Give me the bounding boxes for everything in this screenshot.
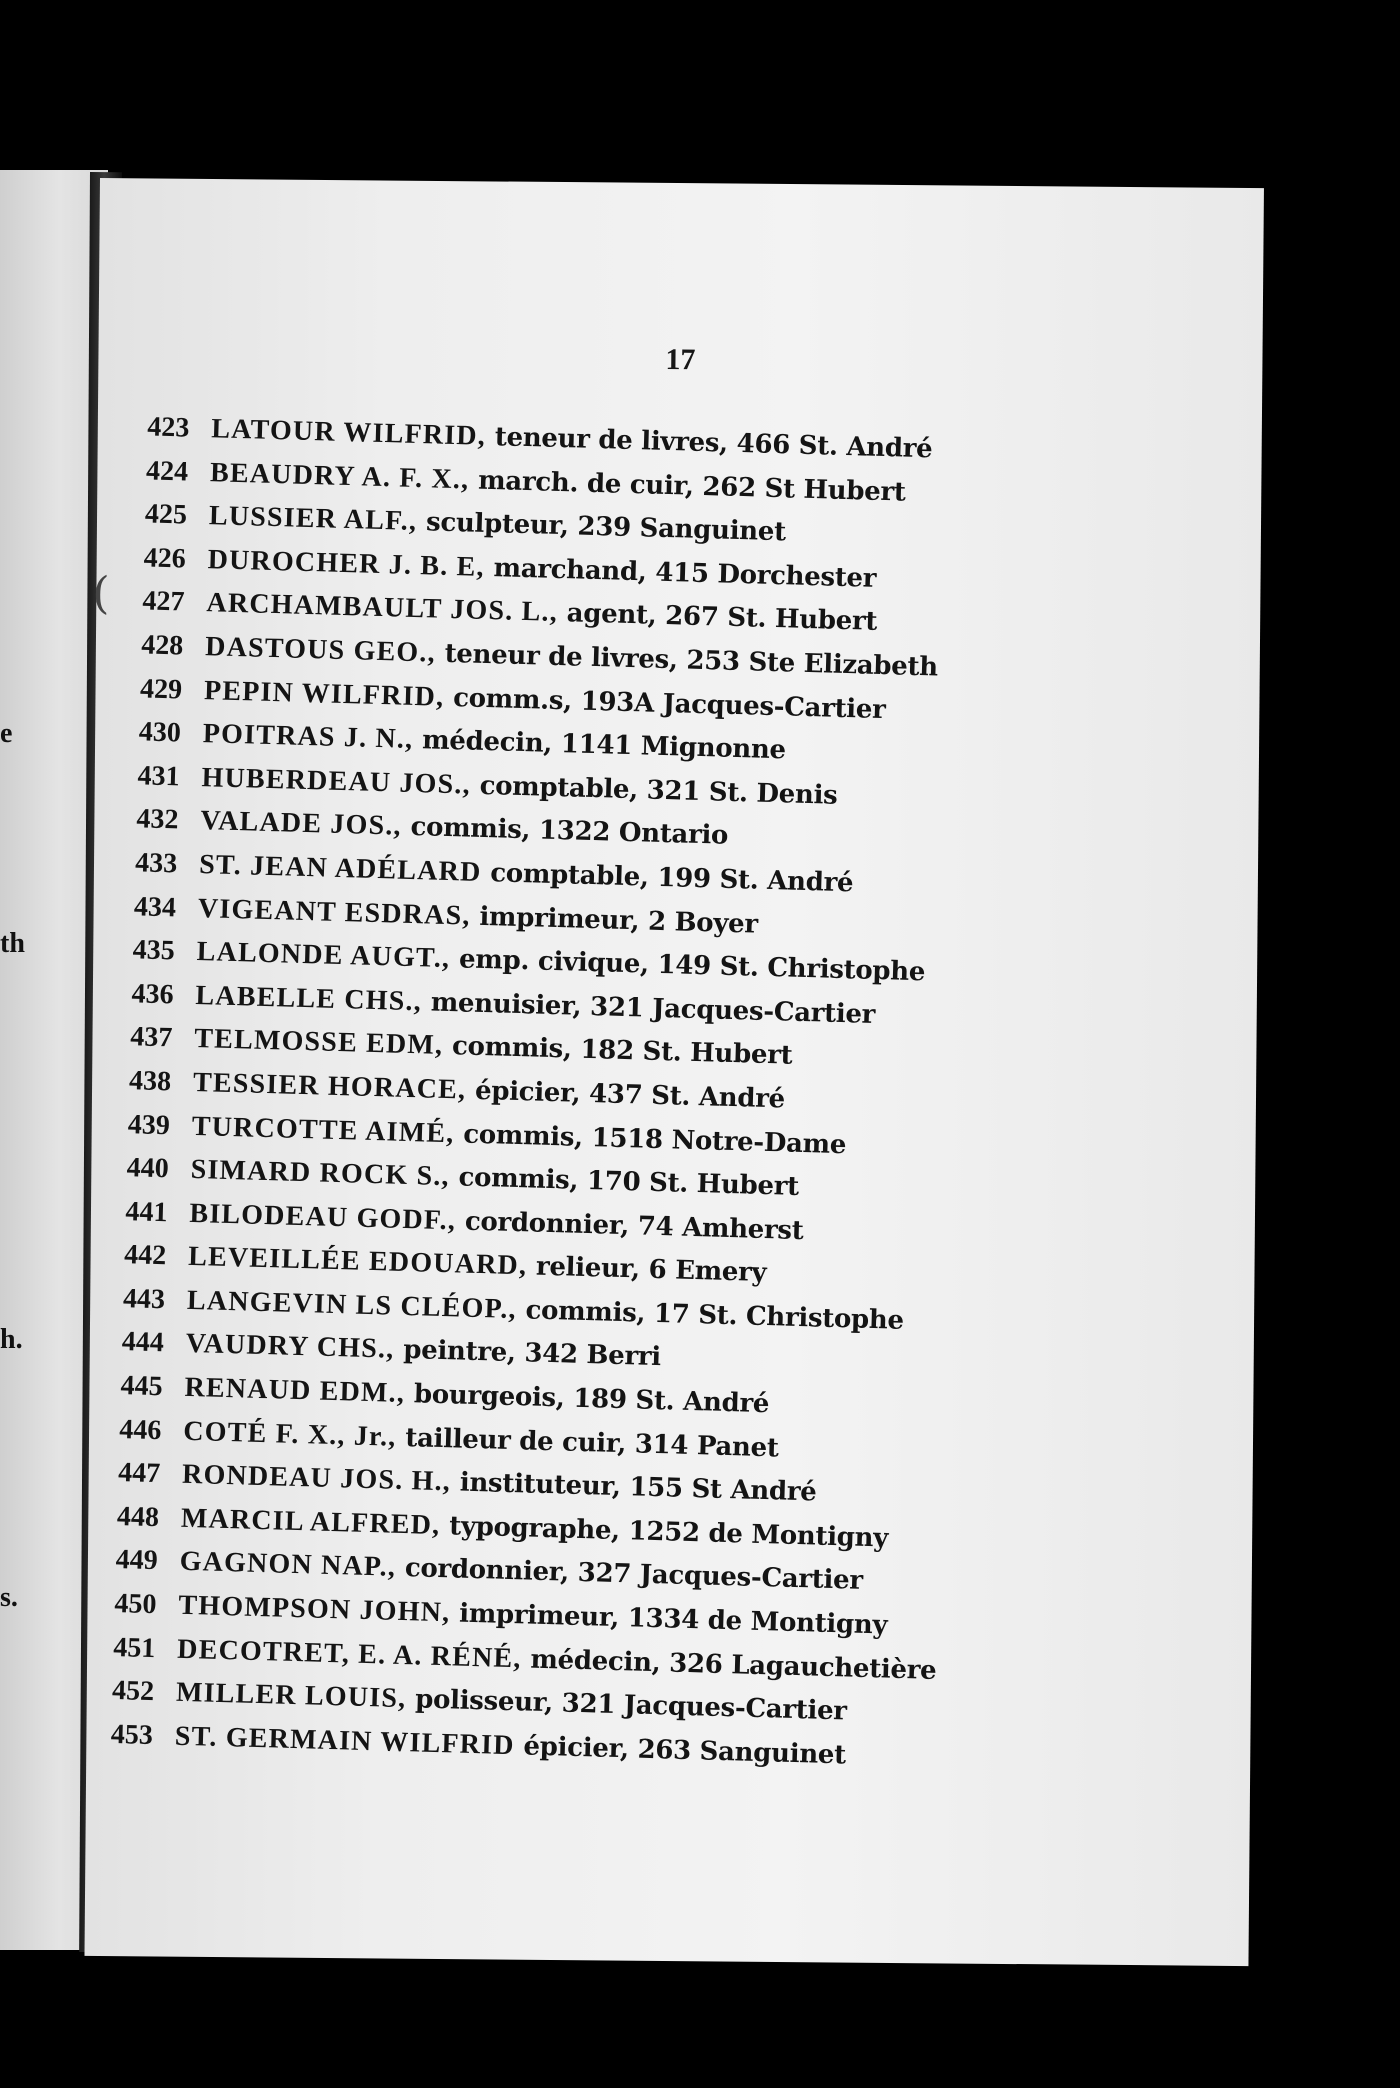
entry-details: épicier, 263 Sanguinet <box>523 1731 847 1771</box>
entry-details: commis, 1322 Ontario <box>410 812 729 852</box>
entry-name: LEVEILLÉE EDOUARD, <box>187 1241 528 1282</box>
entry-name: LATOUR WILFRID, <box>210 413 487 452</box>
entry-details: commis, 1518 Notre-Dame <box>462 1119 847 1160</box>
entry-number: 442 <box>123 1239 167 1272</box>
entry-name: TURCOTTE AIMÉ, <box>191 1110 455 1149</box>
entry-number: 435 <box>132 934 176 967</box>
entry-number: 424 <box>145 455 189 488</box>
entry-number: 438 <box>128 1065 172 1098</box>
entry-name: ST. JEAN ADÉLARD <box>198 848 482 888</box>
entry-name: DASTOUS GEO., <box>204 631 437 669</box>
entry-details: marchand, 415 Dorchester <box>493 552 877 594</box>
document-page <box>84 178 1263 1966</box>
entry-details: épicier, 437 St. André <box>474 1075 786 1115</box>
entry-number: 428 <box>140 629 184 662</box>
entry-number: 439 <box>127 1108 171 1141</box>
entry-details: imprimeur, 1334 de Montigny <box>458 1598 888 1641</box>
entry-name: THOMPSON JOHN, <box>178 1589 451 1629</box>
entry-details: médecin, 1141 Mignonne <box>421 725 787 766</box>
entry-name: GAGNON NAP., <box>179 1546 397 1584</box>
facing-text-fragment: e <box>0 718 13 749</box>
entry-name: DUROCHER J. B. E, <box>207 543 486 583</box>
entry-details: cordonnier, 327 Jacques-Cartier <box>404 1553 864 1597</box>
entry-details: menuisier, 321 Jacques-Cartier <box>430 987 876 1030</box>
entry-name: BEAUDRY A. F. X., <box>209 456 470 496</box>
entry-number: 451 <box>112 1631 156 1664</box>
entry-details: teneur de livres, 466 St. André <box>494 422 933 465</box>
entry-number: 452 <box>111 1675 155 1708</box>
entry-name: TESSIER HORACE, <box>192 1066 467 1106</box>
facing-text-fragment: th <box>0 928 25 959</box>
entry-number: 425 <box>144 498 188 531</box>
margin-bracket-mark: ( <box>92 567 110 620</box>
entry-details: bourgeois, 189 St. André <box>413 1379 770 1420</box>
entry-name: ARCHAMBAULT JOS. L., <box>206 587 559 629</box>
entry-details: commis, 17 St. Christophe <box>525 1295 905 1336</box>
entry-number: 445 <box>120 1370 164 1403</box>
entry-name: DECOTRET, E. A. RÉNÉ, <box>176 1633 523 1674</box>
entry-number: 423 <box>146 411 190 444</box>
entry-name: LUSSIER ALF., <box>208 500 418 538</box>
entry-name: MILLER LOUIS, <box>175 1676 407 1715</box>
entry-name: COTÉ F. X., Jr., <box>182 1415 397 1453</box>
entry-number: 440 <box>126 1152 170 1185</box>
entry-name: VALADE JOS., <box>199 805 403 843</box>
entry-name: LANGEVIN LS CLÉOP., <box>186 1284 518 1325</box>
entry-number: 429 <box>139 672 183 706</box>
entry-name: POITRAS J. N., <box>202 718 414 756</box>
entry-details: typographe, 1252 de Montigny <box>448 1511 889 1554</box>
entry-name: VIGEANT ESDRAS, <box>197 892 471 932</box>
entry-name: PEPIN WILFRID, <box>203 674 445 713</box>
entry-number: 430 <box>138 716 182 749</box>
entry-number: 436 <box>131 977 174 1011</box>
entry-details: médecin, 326 Lagauchetière <box>530 1644 937 1686</box>
entry-details: march. de cuir, 262 St Hubert <box>477 465 907 508</box>
entry-details: relieur, 6 Emery <box>535 1251 767 1289</box>
page-number: 17 <box>665 342 696 377</box>
entry-name: LALONDE AUGT., <box>196 936 451 975</box>
facing-text-fragment: h. <box>0 1324 23 1355</box>
entry-name: HUBERDEAU JOS., <box>201 761 472 801</box>
entry-number: 432 <box>136 803 179 836</box>
entry-details: polisseur, 321 Jacques-Cartier <box>414 1684 848 1727</box>
entry-details: emp. civique, 149 St. Christophe <box>458 944 926 988</box>
entry-number: 434 <box>133 890 177 923</box>
entry-number: 426 <box>143 542 187 575</box>
entry-name: RONDEAU JOS. H., <box>181 1459 452 1498</box>
entry-number: 427 <box>142 585 185 618</box>
entry-details: cordonnier, 74 Amherst <box>464 1206 804 1246</box>
entry-number: 449 <box>115 1544 159 1577</box>
entry-details: comptable, 321 St. Denis <box>479 770 838 811</box>
entry-details: teneur de livres, 253 Ste Elizabeth <box>444 638 939 683</box>
entry-name: RENAUD EDM., <box>184 1371 406 1410</box>
entry-name: SIMARD ROCK S., <box>190 1154 451 1193</box>
entry-name: MARCIL ALFRED, <box>180 1502 441 1541</box>
entry-details: comm.s, 193A Jacques-Cartier <box>452 682 886 725</box>
entry-details: imprimeur, 2 Boyer <box>479 901 759 940</box>
entry-details: sculpteur, 239 Sanguinet <box>425 507 787 548</box>
entry-details: instituteur, 155 St André <box>459 1467 817 1508</box>
entry-number: 437 <box>129 1021 173 1054</box>
facing-text-fragment: s. <box>0 1582 18 1613</box>
entry-number: 443 <box>122 1282 166 1316</box>
entry-name: BILODEAU GODF., <box>189 1197 457 1237</box>
directory-entries <box>110 404 1247 1786</box>
entry-name: ST. GERMAIN WILFRID <box>174 1720 516 1761</box>
entry-number: 444 <box>121 1326 165 1359</box>
entry-details: tailleur de cuir, 314 Panet <box>404 1422 779 1464</box>
entry-name: TELMOSSE EDM, <box>193 1023 444 1062</box>
entry-number: 441 <box>125 1195 168 1228</box>
entry-number: 431 <box>137 760 181 793</box>
entry-number: 446 <box>118 1413 162 1446</box>
entry-name: LABELLE CHS., <box>195 979 423 1018</box>
entry-details: peintre, 342 Berri <box>402 1335 662 1373</box>
entry-name: VAUDRY CHS., <box>185 1328 395 1366</box>
entry-number: 450 <box>114 1587 157 1621</box>
entry-number: 453 <box>110 1718 154 1751</box>
entry-details: comptable, 199 St. André <box>489 858 854 899</box>
entry-details: commis, 170 St. Hubert <box>458 1162 800 1202</box>
entry-number: 433 <box>134 847 178 880</box>
entry-details: commis, 182 St. Hubert <box>451 1031 793 1071</box>
entry-number: 447 <box>117 1457 161 1490</box>
entry-number: 448 <box>116 1500 160 1534</box>
entry-details: agent, 267 St. Hubert <box>566 598 878 638</box>
